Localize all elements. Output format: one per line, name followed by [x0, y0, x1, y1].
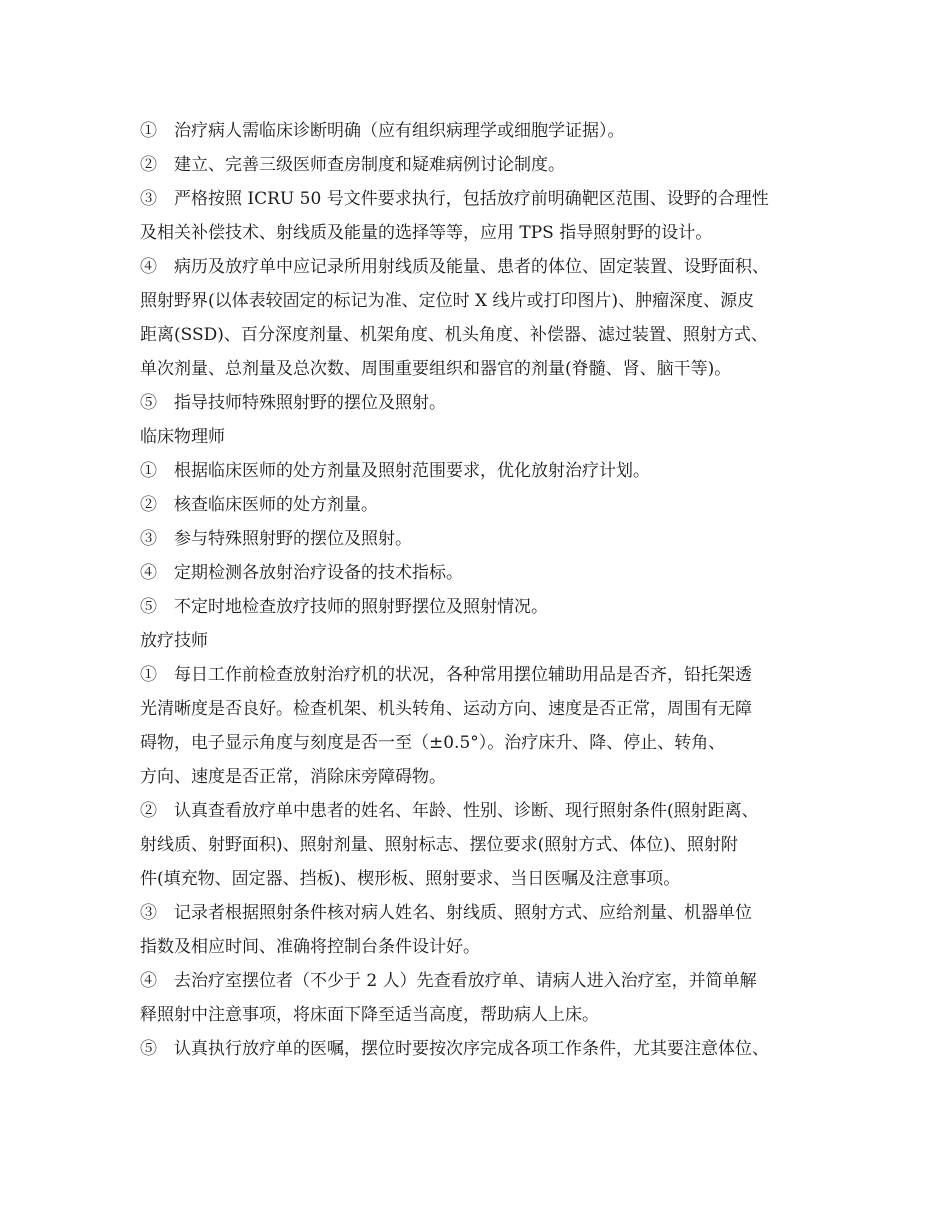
- paragraph-line: 件(填充物、固定器、挡板)、楔形板、照射要求、当日医嘱及注意事项。: [140, 869, 681, 889]
- section-heading: 放疗技师: [140, 631, 208, 651]
- paragraph-line: ③ 严格按照 ICRU 50 号文件要求执行，包括放疗前明确靶区范围、设野的合理性: [140, 189, 769, 209]
- paragraph-line: 及相关补偿技术、射线质及能量的选择等等，应用 TPS 指导照射野的设计。: [140, 223, 713, 243]
- paragraph-line: 指数及相应时间、准确将控制台条件设计好。: [140, 937, 480, 957]
- section-heading: 临床物理师: [140, 427, 225, 447]
- paragraph-line: 碍物，电子显示角度与刻度是否一至（±0.5°）。治疗床升、降、停止、转角、: [140, 733, 726, 753]
- paragraph-line: ① 治疗病人需临床诊断明确（应有组织病理学或细胞学证据）。: [140, 121, 625, 141]
- paragraph-line: 射线质、射野面积)、照射剂量、照射标志、摆位要求(照射方式、体位)、照射附: [140, 835, 738, 855]
- paragraph-line: 单次剂量、总剂量及总次数、周围重要组织和器官的剂量(脊髓、肾、脑干等)。: [140, 359, 732, 379]
- paragraph-line: ② 认真查看放疗单中患者的姓名、年龄、性别、诊断、现行照射条件(照射距离、: [140, 801, 759, 821]
- paragraph-line: ⑤ 认真执行放疗单的医嘱，摆位时要按次序完成各项工作条件，尤其要注意体位、: [140, 1039, 769, 1059]
- paragraph-line: 距离(SSD)、百分深度剂量、机架角度、机头角度、补偿器、滤过装置、照射方式、: [140, 325, 768, 345]
- paragraph-line: ④ 去治疗室摆位者（不少于 2 人）先查看放疗单、请病人进入治疗室，并简单解: [140, 971, 757, 991]
- paragraph-line: ② 建立、完善三级医师查房制度和疑难病例讨论制度。: [140, 155, 565, 175]
- document-body: [140, 114, 830, 1066]
- paragraph-line: ⑤ 不定时地检查放疗技师的照射野摆位及照射情况。: [140, 597, 548, 617]
- paragraph-line: ③ 参与特殊照射野的摆位及照射。: [140, 529, 412, 549]
- paragraph-line: ⑤ 指导技师特殊照射野的摆位及照射。: [140, 393, 446, 413]
- paragraph-line: ② 核查临床医师的处方剂量。: [140, 495, 378, 515]
- paragraph-line: 释照射中注意事项，将床面下降至适当高度，帮助病人上床。: [140, 1005, 599, 1025]
- paragraph-line: ③ 记录者根据照射条件核对病人姓名、射线质、照射方式、应给剂量、机器单位: [140, 903, 752, 923]
- paragraph-line: ① 每日工作前检查放射治疗机的状况，各种常用摆位辅助用品是否齐，铅托架透: [140, 665, 752, 685]
- paragraph-line: ④ 病历及放疗单中应记录所用射线质及能量、患者的体位、固定装置、设野面积、: [140, 257, 769, 277]
- paragraph-line: ④ 定期检测各放射治疗设备的技术指标。: [140, 563, 463, 583]
- paragraph-line: 照射野界(以体表较固定的标记为准、定位时 X 线片或打印图片)、肿瘤深度、源皮: [140, 291, 755, 311]
- paragraph-line: 光清晰度是否良好。检查机架、机头转角、运动方向、速度是否正常，周围有无障: [140, 699, 752, 719]
- paragraph-line: ① 根据临床医师的处方剂量及照射范围要求，优化放射治疗计划。: [140, 461, 650, 481]
- paragraph-line: 方向、速度是否正常，消除床旁障碍物。: [140, 767, 446, 787]
